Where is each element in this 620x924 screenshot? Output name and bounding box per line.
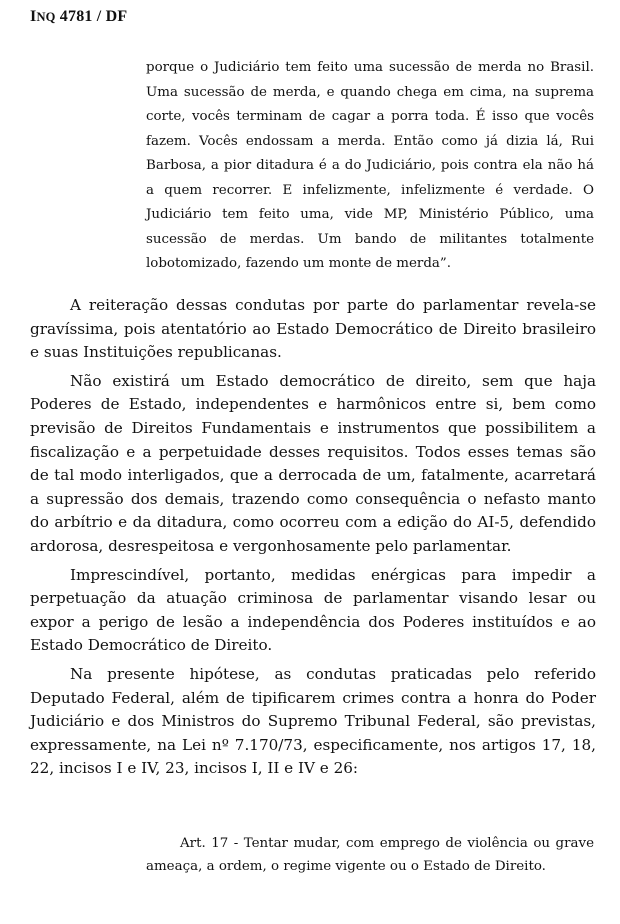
document-body [30, 294, 596, 786]
paragraph-present-hypothesis: Na presente hipótese, as condutas praticadas pelo referido Deputado Federal, além de tipificarem crimes contra a honra do Poder Judiciário e dos Ministros do Supremo Tribunal Federal, são previstas, expressamente, na Lei nº 7.170/73, especificamente, nos artigos 17, 18, 22, incisos I e IV, 23, incisos I, II e IV e 26: [30, 664, 596, 778]
case-reference-initial: I [30, 8, 37, 25]
quoted-speech-block: porque o Judiciário tem feito uma sucessão de merda no Brasil. Uma sucessão de merda, e quando chega em cima, na suprema corte, vocês terminam de cagar a porra toda. É isso que vocês fazem. Vocês endossam a merda. Então como já dizia lá, Rui Barbosa, a pior ditadura é a do Judiciário, pois contra ela não há a quem recorrer. E infelizmente, infelizmente é verdade. O Judiciário tem feito uma, vide MP, Ministério Público, uma sucessão de merdas. Um bando de militantes totalmente lobotomizado, fazendo um monte de merda”. [146, 60, 594, 271]
case-reference-number: 4781 / DF [59, 8, 128, 25]
case-reference-header [30, 8, 127, 26]
law-article-quote: Art. 17 - Tentar mudar, com emprego de violência ou grave ameaça, a ordem, o regime vigente ou o Estado de Direito. [146, 836, 594, 874]
paragraph-democratic-state: Não existirá um Estado democrático de direito, sem que haja Poderes de Estado, independentes e harmônicos entre si, bem como previsão de Direitos Fundamentais e instrumentos que possibilitem a fiscalização e a perpetuidade desses requisitos. Todos esses temas são de tal modo interligados, que a derrocada de um, fatalmente, acarretará a supressão dos demais, trazendo como consequência o nefasto manto do arbítrio e da ditadura, como ocorreu com a edição do AI-5, defendido ardorosa, desrespeitosa e vergonhosamente pelo parlamentar. [30, 371, 596, 555]
case-reference-smallcaps: NQ [36, 10, 56, 24]
paragraph-urgent-measures: Imprescindível, portanto, medidas enérgicas para impedir a perpetuação da atuação criminosa de parlamentar visando lesar ou expor a perigo de lesão a independência dos Poderes instituídos e ao Estado Democrático de Direito. [30, 565, 596, 655]
paragraph-reiteration: A reiteração dessas condutas por parte do parlamentar revela-se gravíssima, pois atentatório ao Estado Democrático de Direito brasileiro e suas Instituições republicanas. [30, 296, 596, 362]
